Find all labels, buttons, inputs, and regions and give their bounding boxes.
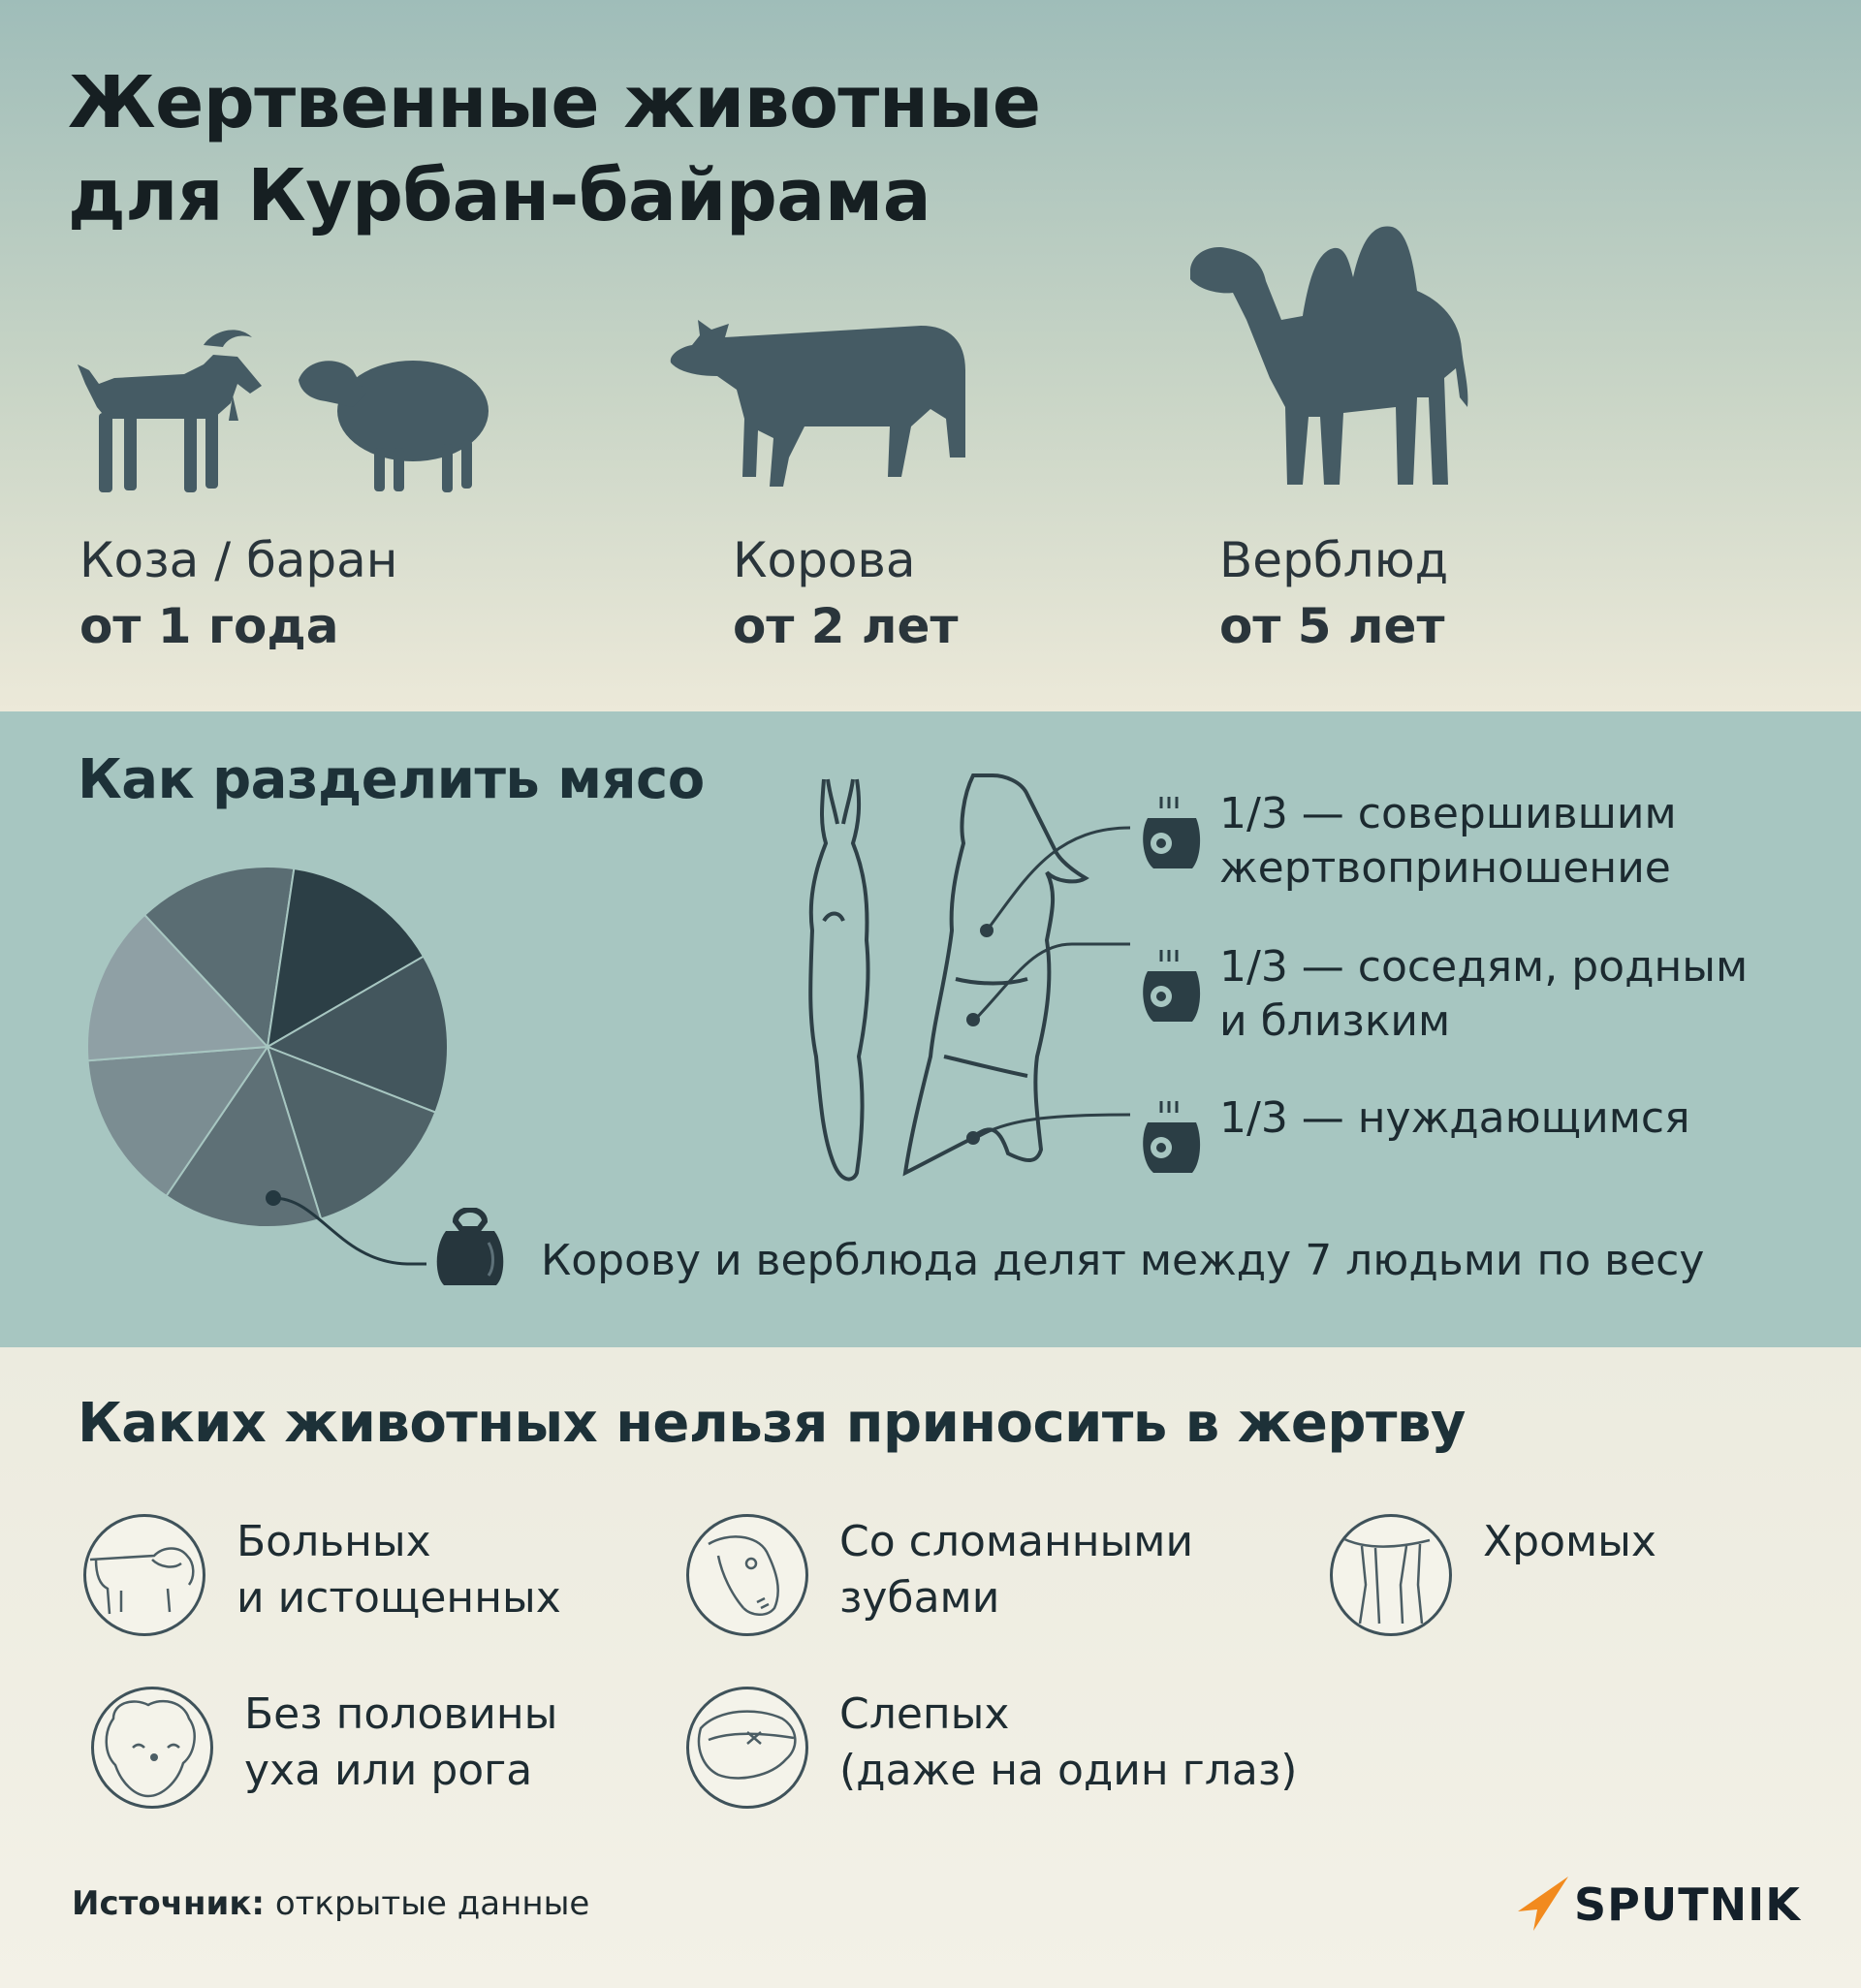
animal-name: Коза / баран bbox=[79, 532, 398, 588]
animal-name: Корова bbox=[733, 532, 916, 588]
meat-section-title: Как разделить мясо bbox=[78, 748, 705, 811]
sick-sheep-icon bbox=[83, 1514, 205, 1636]
animal-name: Верблюд bbox=[1219, 532, 1449, 588]
source-value: открытые данные bbox=[274, 1884, 590, 1923]
forbidden-text-line: (даже на один глаз) bbox=[839, 1746, 1298, 1795]
forbidden-text-line: Со сломанными bbox=[839, 1517, 1194, 1566]
weight-note: Корову и верблюда делят между 7 людьми по весу bbox=[541, 1236, 1705, 1285]
animal-goat-sheep bbox=[79, 527, 398, 659]
share-text-line: жертвоприношение bbox=[1219, 843, 1671, 893]
lame-leg-icon bbox=[1330, 1514, 1452, 1636]
meat-icon bbox=[1136, 793, 1204, 876]
animal-age: от 1 года bbox=[79, 598, 339, 654]
source-label: Источник: bbox=[72, 1884, 266, 1923]
meat-icon bbox=[1136, 946, 1204, 1029]
share-leader-lines bbox=[965, 824, 1140, 1153]
cow-icon bbox=[669, 312, 975, 496]
forbidden-text-line: Без половины bbox=[244, 1689, 558, 1739]
weight-icon bbox=[432, 1208, 508, 1287]
meat-icon bbox=[1136, 1097, 1204, 1181]
pie-leader-line bbox=[262, 1183, 436, 1279]
broken-teeth-icon bbox=[686, 1514, 808, 1636]
animal-camel bbox=[1219, 527, 1448, 659]
forbidden-text-line: зубами bbox=[839, 1573, 1000, 1623]
forbidden-text-line: Больных bbox=[237, 1517, 431, 1566]
forbidden-text-line: уха или рога bbox=[244, 1746, 533, 1795]
page-title bbox=[68, 56, 1328, 242]
share-text-line: 1/3 — нуждающимся bbox=[1219, 1093, 1690, 1143]
source-credit bbox=[72, 1884, 589, 1923]
forbidden-text-line: Слепых bbox=[839, 1689, 1010, 1739]
sputnik-logo-icon bbox=[1514, 1875, 1572, 1933]
forbidden-section-title: Каких животных нельзя приносить в жертву bbox=[78, 1392, 1466, 1455]
blind-eye-icon bbox=[686, 1687, 808, 1809]
animal-cow bbox=[733, 527, 958, 659]
missing-ear-icon bbox=[91, 1687, 213, 1809]
share-text-line: 1/3 — совершившим bbox=[1219, 789, 1677, 838]
brand-name: SPUTNIK bbox=[1574, 1878, 1801, 1931]
pie-chart bbox=[83, 863, 452, 1231]
share-text-line: и близким bbox=[1219, 996, 1451, 1046]
animal-age: от 5 лет bbox=[1219, 598, 1445, 654]
sheep-icon bbox=[299, 351, 492, 496]
goat-icon bbox=[68, 326, 267, 498]
camel-icon bbox=[1188, 223, 1481, 496]
share-text-line: 1/3 — соседям, родным bbox=[1219, 942, 1749, 992]
forbidden-text-line: Хромых bbox=[1483, 1517, 1656, 1566]
forbidden-text-line: и истощенных bbox=[237, 1573, 561, 1623]
title-line-1: Жертвенные животные bbox=[68, 61, 1041, 144]
title-line-2: для Курбан-байрама bbox=[68, 154, 931, 237]
animal-age: от 2 лет bbox=[733, 598, 959, 654]
